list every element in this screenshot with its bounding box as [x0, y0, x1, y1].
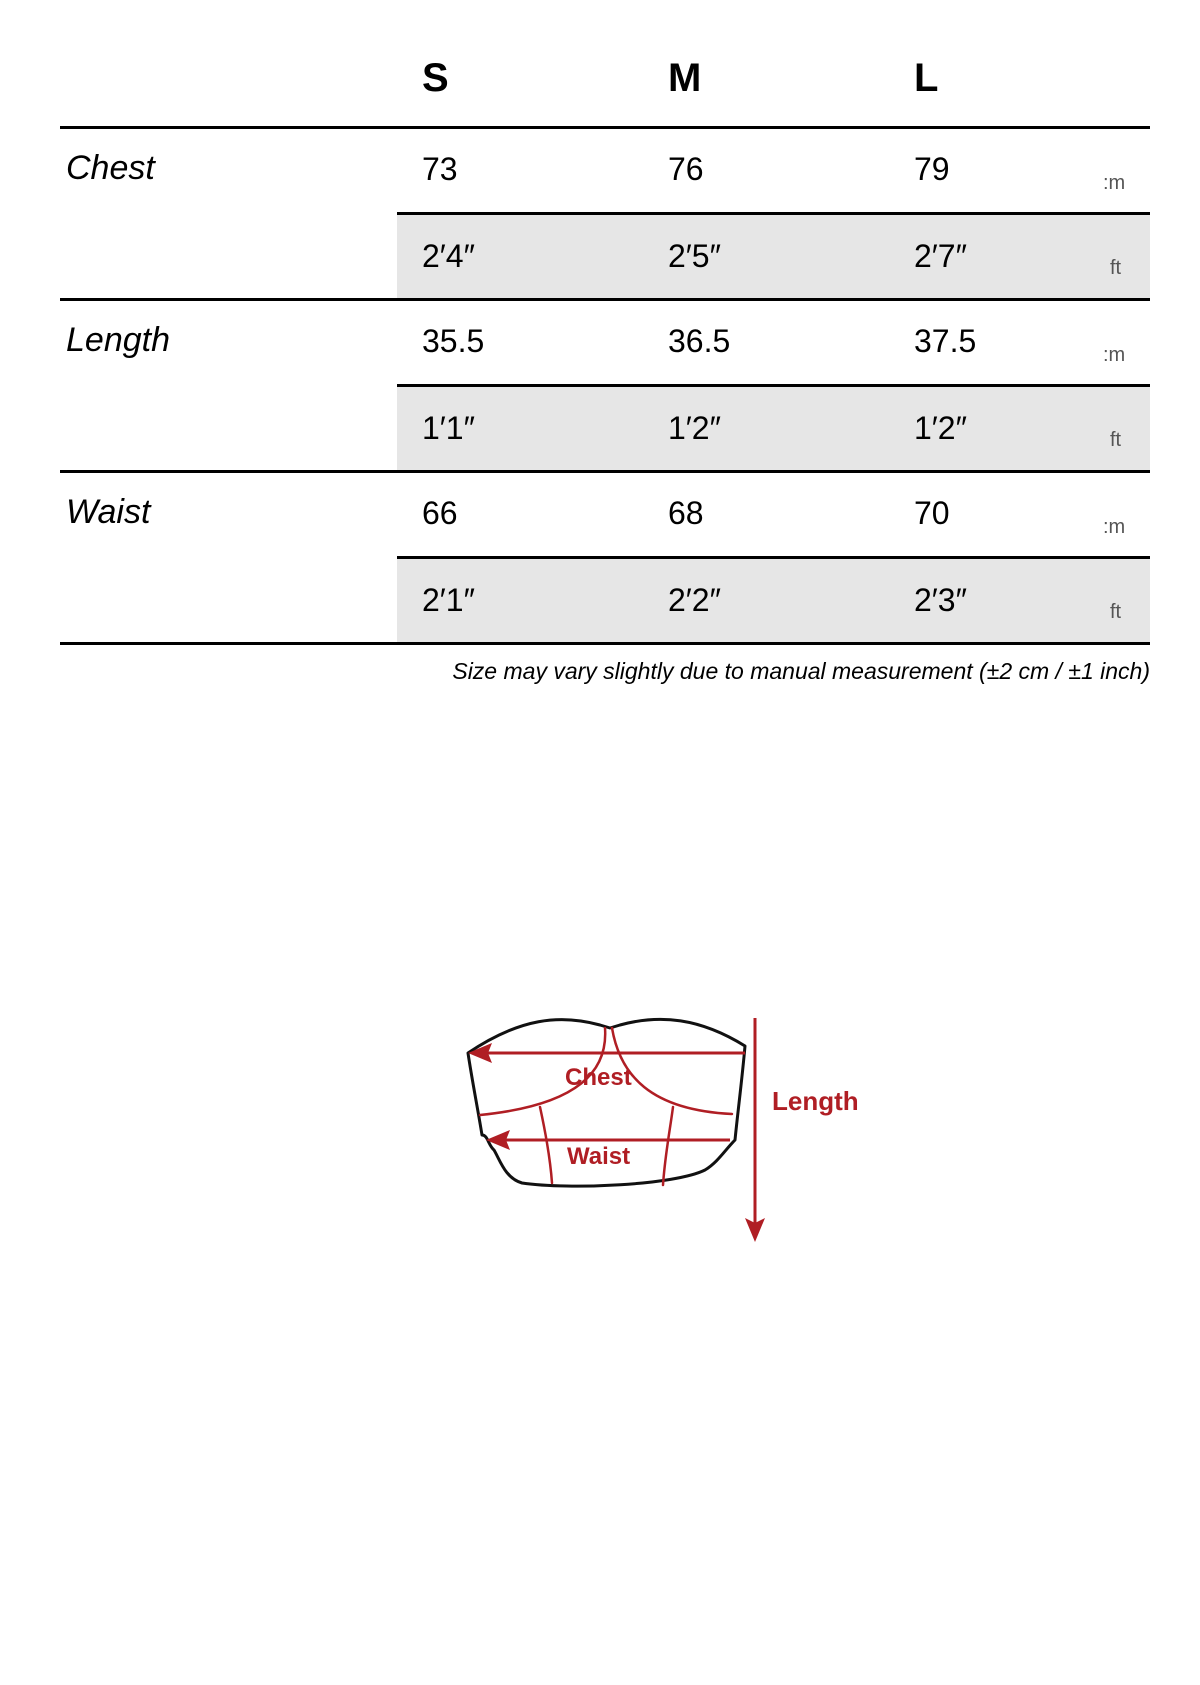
- waist-ft-band: [397, 559, 1150, 642]
- chest-ft-s: 2′4″: [422, 238, 475, 274]
- measurement-note: Size may vary slightly due to manual measurement (±2 cm / ±1 inch): [452, 658, 1150, 684]
- chest-cm-l: 79: [914, 151, 950, 187]
- length-ft-l: 1′2″: [914, 410, 967, 446]
- length-cm-unit: :m: [1103, 344, 1126, 366]
- chest-cm-m: 76: [668, 151, 704, 187]
- chest-label: Chest: [565, 1064, 632, 1091]
- chest-ft-unit: ft: [1110, 257, 1122, 279]
- size-header-m: M: [668, 56, 702, 100]
- waist-ft-m: 2′2″: [668, 582, 721, 618]
- chest-cm-s: 73: [422, 151, 458, 187]
- length-arrow: [745, 1018, 765, 1242]
- row-label-waist: Waist: [66, 493, 151, 531]
- waist-cm-unit: :m: [1103, 516, 1126, 538]
- waist-ft-s: 2′1″: [422, 582, 475, 618]
- length-label: Length: [772, 1086, 859, 1116]
- waist-ft-l: 2′3″: [914, 582, 967, 618]
- length-cm-s: 35.5: [422, 323, 485, 359]
- waist-label: Waist: [567, 1143, 631, 1170]
- row-label-length: Length: [66, 321, 170, 359]
- length-ft-m: 1′2″: [668, 410, 721, 446]
- waist-ft-unit: ft: [1110, 601, 1122, 623]
- size-header-l: L: [914, 56, 939, 100]
- header-divider: [60, 126, 1150, 129]
- waist-cm-s: 66: [422, 495, 458, 531]
- row-label-chest: Chest: [66, 149, 155, 187]
- row-divider-chest: [60, 298, 1150, 301]
- waist-cm-m: 68: [668, 495, 704, 531]
- row-divider-length: [60, 470, 1150, 473]
- length-cm-m: 36.5: [668, 323, 731, 359]
- chest-ft-l: 2′7″: [914, 238, 967, 274]
- chest-cm-unit: :m: [1103, 172, 1126, 194]
- chest-ft-band: [397, 215, 1150, 298]
- size-header-s: S: [422, 56, 449, 100]
- table-bottom-divider: [60, 642, 1150, 645]
- length-ft-s: 1′1″: [422, 410, 475, 446]
- waist-cm-l: 70: [914, 495, 950, 531]
- length-ft-band: [397, 387, 1150, 470]
- length-cm-l: 37.5: [914, 323, 977, 359]
- chest-ft-m: 2′5″: [668, 238, 721, 274]
- length-ft-unit: ft: [1110, 429, 1122, 451]
- garment-diagram: [450, 1010, 880, 1250]
